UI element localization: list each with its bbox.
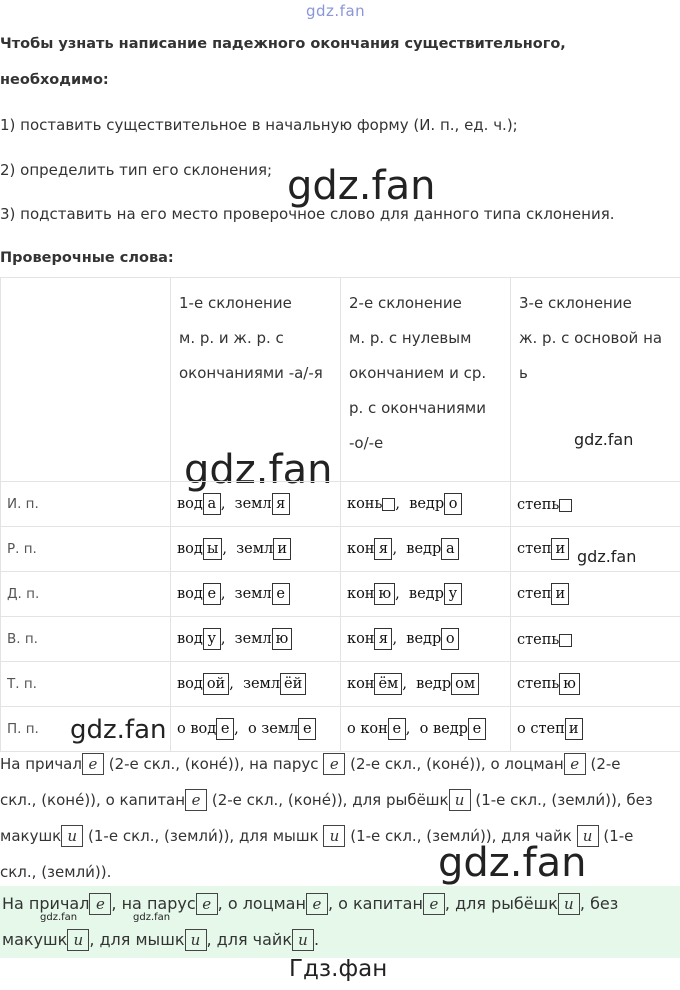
answer-block: На причал е , на парус е , о лоцман е , о капитан е , для рыбёшк и , без макушк и , для мышк и , для чайк и . <box>0 886 680 958</box>
decl-1-cell: вод ой , земл ёй <box>171 662 341 707</box>
ending-box: е <box>298 718 316 740</box>
case-label: Д. п. <box>1 572 171 617</box>
ending-box: ы <box>203 538 223 560</box>
zero-ending-box <box>559 499 572 512</box>
decl-3-cell: степь ю <box>511 662 680 707</box>
step-2: 2) определить тип его склонения; <box>0 161 273 179</box>
decl-1-cell: вод е , земл е <box>171 572 341 617</box>
ending-box: о <box>441 628 459 650</box>
ending-box: ёй <box>280 673 306 695</box>
decl-2-cell: кон ю , ведр у <box>341 572 511 617</box>
ending-box: а <box>441 538 459 560</box>
ending-box: ом <box>451 673 479 695</box>
table-row <box>1 617 680 662</box>
step-3: 3) подставить на его место проверочное слово для данного типа склонения. <box>0 205 615 223</box>
decl-3-cell: о степ и <box>511 707 680 752</box>
watermark-large: gdz.fan <box>287 163 436 209</box>
watermark-tiny: gdz.fan <box>40 912 78 923</box>
header-decl-2: 2-е склонение м. р. с нулевым окончанием и ср. р. с окончаниями -о/-е <box>341 278 511 482</box>
ending-box: и <box>565 718 583 740</box>
decl-1-cell: вод ы , земл и <box>171 527 341 572</box>
case-label: И. п. <box>1 482 171 527</box>
intro-heading-cont: необходимо: <box>0 72 109 88</box>
ending-box: е <box>216 718 234 740</box>
ending-box: ю <box>272 628 293 650</box>
ending-box: и <box>273 538 291 560</box>
case-label: В. п. <box>1 617 171 662</box>
zero-ending-box <box>382 498 395 511</box>
table-title: Проверочные слова: <box>0 250 174 266</box>
decl-3-cell: степь <box>511 617 680 662</box>
watermark-tiny: gdz.fan <box>133 912 171 923</box>
watermark-small: gdz.fan <box>577 547 637 566</box>
decl-1-cell: вод а , земл я <box>171 482 341 527</box>
intro-heading: Чтобы узнать написание падежного окончания существительного, <box>0 36 566 52</box>
watermark-large: gdz.fan <box>184 447 333 493</box>
table-row <box>1 662 680 707</box>
notes-paragraph: На причал е (2-е скл., (коне́)), на парус е (2-е скл., (коне́)), о лоцман е (2-е скл., (коне́)), о капитан е (2-е скл., (коне́)), для рыбёшк и (1-е скл., (земли́)), без макушк и (1-е скл., (земли́)), для мышк и (1-е скл., (земли́)), для чайк и (1-е скл., (земли́)). <box>0 755 653 881</box>
ending-box: ой <box>203 673 229 695</box>
ending-box: ю <box>374 583 395 605</box>
ending-box: я <box>272 493 290 515</box>
case-label: П. п. <box>1 707 171 752</box>
table-row <box>1 482 680 527</box>
ending-box: е <box>272 583 290 605</box>
header-empty <box>1 278 171 482</box>
table-row <box>1 707 680 752</box>
header-decl-1: 1-е склонение м. р. и ж. р. с окончаниями -а/-я <box>171 278 341 482</box>
ending-box: я <box>374 628 392 650</box>
case-label: Р. п. <box>1 527 171 572</box>
ending-box: и <box>551 538 569 560</box>
decl-3-cell: степ и <box>511 527 680 572</box>
decl-3-cell: степь <box>511 482 680 527</box>
watermark-small: gdz.fan <box>574 430 634 449</box>
decl-2-cell: конь , ведр о <box>341 482 511 527</box>
ending-box: а <box>203 493 221 515</box>
ending-box: и <box>551 583 569 605</box>
case-label: Т. п. <box>1 662 171 707</box>
decl-1-cell: о вод е , о земл е <box>171 707 341 752</box>
decl-3-cell: степ и <box>511 572 680 617</box>
decl-2-cell: о кон е , о ведр е <box>341 707 511 752</box>
decl-2-cell: кон я , ведр а <box>341 527 511 572</box>
ending-box: у <box>203 628 221 650</box>
ending-box: е <box>388 718 406 740</box>
ending-box: у <box>444 583 462 605</box>
ending-box: е <box>468 718 486 740</box>
ending-box: я <box>374 538 392 560</box>
ending-box: ём <box>374 673 402 695</box>
watermark-top: gdz.fan <box>306 2 366 20</box>
header-decl-3: 3-е склонение ж. р. с основой на ь <box>511 278 680 482</box>
ending-box: о <box>444 493 462 515</box>
decl-2-cell: кон ём , ведр ом <box>341 662 511 707</box>
ending-box: ю <box>559 673 580 695</box>
declension-table <box>0 277 680 752</box>
decl-1-cell: вод у , земл ю <box>171 617 341 662</box>
table-row <box>1 572 680 617</box>
decl-2-cell: кон я , ведр о <box>341 617 511 662</box>
watermark-bottom: Гдз.фан <box>289 956 388 982</box>
zero-ending-box <box>559 634 572 647</box>
step-1: 1) поставить существительное в начальную форму (И. п., ед. ч.); <box>0 116 518 134</box>
ending-box: е <box>203 583 221 605</box>
watermark-large: gdz.fan <box>438 840 587 886</box>
watermark-medium: gdz.fan <box>70 715 167 745</box>
